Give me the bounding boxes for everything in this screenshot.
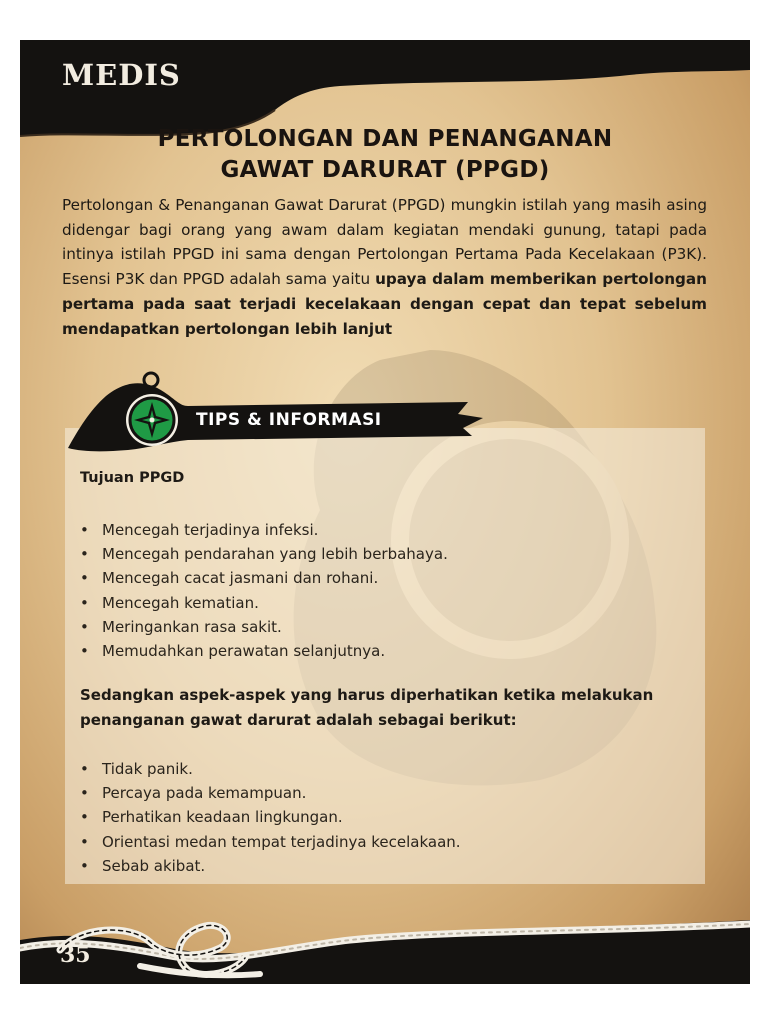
page-title <box>20 124 750 186</box>
list-item: • Mencegah pendarahan yang lebih berbahaya. <box>80 542 448 566</box>
intro-bold-text: upaya dalam memberikan pertolongan pertama pada saat terjadi kecelakaan dengan cepat dan tepat sebelum mendapatkan pertolongan lebih lanjut <box>62 270 707 338</box>
compass-icon <box>126 394 178 446</box>
section-label: MEDIS <box>62 58 181 92</box>
page-number: 35 <box>60 942 91 968</box>
intro-normal-text: Pertolongan & Penanganan Gawat Darurat (PPGD) mungkin istilah yang masih asing didengar bagi orang yang awam dalam kegiatan mendaki gunung, tatapi pada intinya istilah PPGD ini sama dengan Pertolongan Pertama Pada Kecelakaan (P3K). Esensi P3K dan PPGD adalah sama yaitu <box>62 196 707 289</box>
page <box>20 40 750 984</box>
list-item: • Mencegah terjadinya infeksi. <box>80 518 448 542</box>
list-item: • Perhatikan keadaan lingkungan. <box>80 805 461 829</box>
title-line-1: PERTOLONGAN DAN PENANGANAN <box>157 126 613 152</box>
title-line-2: GAWAT DARURAT (PPGD) <box>220 157 550 183</box>
list-item: • Mencegah kematian. <box>80 591 448 615</box>
list-item: • Tidak panik. <box>80 757 461 781</box>
list-item: • Sebab akibat. <box>80 854 461 878</box>
tips-label: TIPS & INFORMASI <box>196 410 382 430</box>
list-item: • Mencegah cacat jasmani dan rohani. <box>80 566 448 590</box>
list-item: • Orientasi medan tempat terjadinya kecelakaan. <box>80 830 461 854</box>
aspects-list <box>80 757 461 878</box>
aspects-heading: Sedangkan aspek-aspek yang harus diperhatikan ketika melakukan penanganan gawat darurat adalah sebagai berikut: <box>80 686 654 729</box>
list-item: • Percaya pada kemampuan. <box>80 781 461 805</box>
goals-heading: Tujuan PPGD <box>80 470 185 486</box>
list-item: • Meringankan rasa sakit. <box>80 615 448 639</box>
list-item: • Memudahkan perawatan selanjutnya. <box>80 639 448 663</box>
goals-list <box>80 518 448 663</box>
footer-band <box>20 880 750 984</box>
intro-paragraph <box>62 193 707 341</box>
